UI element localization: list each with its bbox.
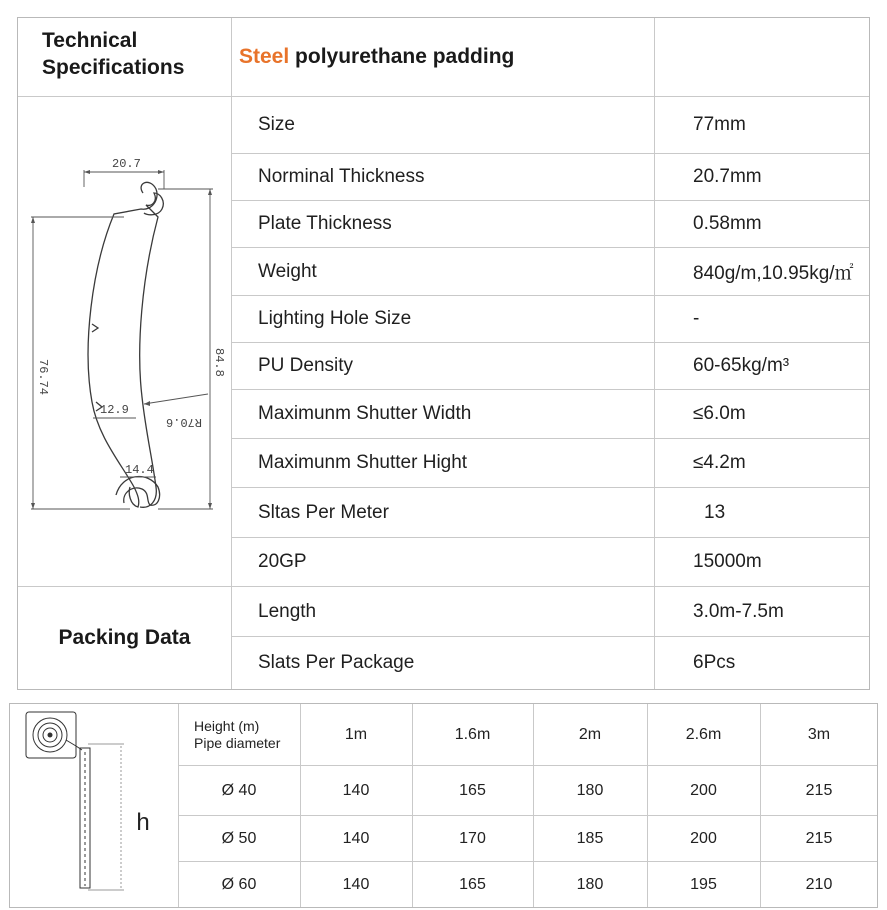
dim-label-right: 84.8 [212, 348, 226, 377]
box-size-cell: 140 [342, 829, 370, 847]
packing-data-title [18, 587, 231, 689]
dim-arrow [158, 170, 164, 174]
shutter-box-illustration [24, 710, 164, 900]
box-size-cell: 140 [342, 781, 370, 799]
product-title-rest: polyurethane padding [289, 45, 515, 68]
dim-arrow [31, 503, 35, 509]
box-size-cell: 215 [805, 781, 833, 799]
header-height-label: Height (m) [194, 718, 260, 734]
box-size-cell: 215 [805, 829, 833, 847]
dim-arrow [31, 217, 35, 223]
dim-label-mid: 12.9 [100, 403, 129, 417]
spec-value: 20.7mm [693, 166, 762, 187]
height-column-header: 2m [578, 725, 602, 743]
spec-value: - [693, 308, 700, 329]
spec-value: ≤4.2m [693, 452, 746, 473]
dim-label-bottom: 14.4 [125, 463, 154, 477]
dim-label-left: 76.74 [36, 359, 50, 396]
slat-profile-drawing [18, 97, 231, 586]
box-size-cell: 185 [576, 829, 604, 847]
spec-value: 60-65kg/m³ [693, 355, 790, 376]
spec-label: Maximunm Shutter Width [258, 403, 472, 424]
spec-label: Lighting Hole Size [258, 308, 412, 329]
dim-arrow [208, 503, 212, 509]
packing-value: 3.0m-7.5m [693, 600, 784, 622]
packing-label: Length [258, 600, 317, 622]
box-size-cell: 165 [459, 875, 486, 893]
pipe-table-header [192, 718, 300, 758]
technical-specifications-table [17, 17, 870, 690]
dim-label-radius: R70.6 [165, 415, 202, 429]
spec-label: 20GP [258, 551, 307, 572]
dim-leader-radius [144, 394, 208, 404]
box-size-cell: 170 [459, 829, 486, 847]
profile-notch [92, 324, 98, 332]
dim-arrow [208, 189, 212, 195]
packing-value: 6Pcs [693, 652, 736, 673]
spec-label: Maximunm Shutter Hight [258, 452, 468, 473]
height-column-header: 3m [807, 725, 831, 743]
pipe-diameter-cell: Ø 50 [221, 829, 257, 847]
height-column-header: 2.6m [685, 725, 722, 743]
box-size-cell: 195 [690, 875, 717, 893]
spec-label: Plate Thickness [258, 213, 392, 234]
pipe-diameter-cell: Ø 60 [221, 875, 257, 893]
box-size-cell: 210 [805, 875, 833, 893]
header-diameter-label: Pipe diameter [194, 735, 281, 751]
box-size-cell: 180 [576, 875, 604, 893]
dim-label-top: 20.7 [112, 157, 141, 171]
profile-bottom-hook [116, 477, 160, 506]
box-size-cell: 200 [690, 781, 717, 799]
spec-label: Weight [258, 260, 317, 282]
height-label: h [136, 809, 150, 836]
column-divider [654, 18, 655, 689]
product-title [239, 18, 649, 96]
height-column-header: 1.6m [454, 725, 491, 743]
spec-label: PU Density [258, 355, 354, 376]
column-divider [231, 18, 232, 689]
spec-label: Norminal Thickness [258, 166, 425, 187]
spec-value: 15000m [693, 551, 762, 572]
dim-arrow [84, 170, 90, 174]
packing-label: Slats Per Package [258, 652, 415, 673]
box-size-cell: 165 [459, 781, 486, 799]
pipe-diameter-table [9, 703, 878, 908]
box-size-cell: 180 [576, 781, 604, 799]
spec-value: 0.58mm [693, 213, 762, 234]
roll-axle [48, 733, 53, 738]
box-size-cell: 200 [690, 829, 717, 847]
spec-title-block [42, 27, 227, 87]
pipe-diameter-cell: Ø 40 [221, 781, 257, 799]
spec-value: 840g/m,10.95kg/㎡ [693, 263, 854, 284]
profile-outer-line [88, 182, 157, 507]
spec-value: 13 [704, 501, 726, 523]
height-column-header: 1m [344, 725, 368, 743]
profile-inner-line [140, 193, 164, 507]
packing-data-label: Packing Data [58, 626, 191, 649]
spec-label: Sltas Per Meter [258, 501, 389, 523]
spec-title-line1: Technical [42, 29, 138, 52]
product-title-accent: Steel [239, 45, 290, 68]
box-size-cell: 140 [342, 875, 370, 893]
spec-value: ≤6.0m [693, 403, 746, 424]
spec-label: Size [258, 114, 295, 135]
spec-title-line2: Specifications [42, 56, 185, 79]
spec-value: 77mm [693, 114, 746, 135]
